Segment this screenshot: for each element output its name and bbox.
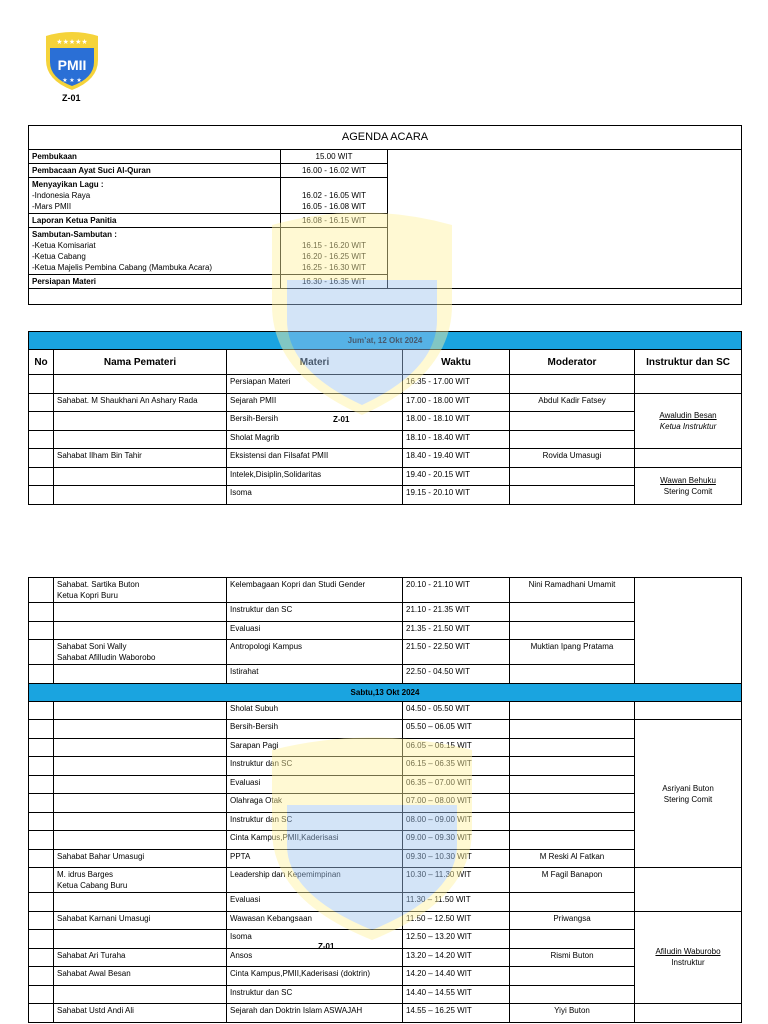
- row-no: [29, 794, 54, 813]
- row-moderator: Abdul Kadir Fatsey: [510, 393, 635, 412]
- agenda-time-value: 16.08 - 16.15 WIT: [301, 216, 367, 225]
- row-pemateri: [54, 738, 227, 757]
- instruktur-role: Ketua Instruktur: [659, 421, 717, 431]
- row-materi: Sholat Magrib: [227, 430, 403, 449]
- row-moderator: [510, 701, 635, 720]
- row-waktu: 19.15 - 20.10 WIT: [403, 486, 510, 505]
- row-no: [29, 948, 54, 967]
- pemateri-name: Sahabat Soni Wally: [57, 642, 127, 651]
- agenda-label: Pembukaan: [32, 152, 77, 161]
- row-materi: Isoma: [227, 930, 403, 949]
- row-materi: Sejarah PMII: [227, 393, 403, 412]
- day-band-2: Sabtu,13 Okt 2024: [29, 683, 742, 701]
- row-moderator: [510, 603, 635, 622]
- row-waktu: 05.50 – 06.05 WIT: [403, 720, 510, 739]
- logo-code: Z-01: [62, 93, 81, 103]
- instruktur-name: Wawan Behuku: [660, 475, 716, 485]
- row-no: [29, 467, 54, 486]
- row-no: [29, 449, 54, 468]
- agenda-label: Laporan Ketua Panitia: [32, 216, 117, 225]
- row-materi: Cinta Kampus,PMII,Kaderisasi (doktrin): [227, 967, 403, 986]
- row-materi: Eksistensi dan Filsafat PMII: [227, 449, 403, 468]
- row-pemateri: [54, 375, 227, 394]
- row-materi: Evaluasi: [227, 893, 403, 912]
- row-no: [29, 893, 54, 912]
- row-materi: Wawasan Kebangsaan: [227, 911, 403, 930]
- row-waktu: 09.30 – 10.30 WIT: [403, 849, 510, 868]
- row-waktu: 20.10 - 21.10 WIT: [403, 578, 510, 603]
- row-waktu: 07.00 – 08.00 WIT: [403, 794, 510, 813]
- agenda-subitem: -Mars PMII: [32, 202, 72, 211]
- row-moderator: [510, 967, 635, 986]
- row-pemateri: [54, 967, 227, 986]
- agenda-label: Pembacaan Ayat Suci Al-Quran: [32, 166, 151, 175]
- row-moderator: [510, 665, 635, 684]
- row-no: [29, 911, 54, 930]
- row-waktu: 21.50 - 22.50 WIT: [403, 640, 510, 665]
- agenda-item: [29, 228, 281, 275]
- agenda-item: [29, 275, 281, 289]
- row-no: [29, 430, 54, 449]
- agenda-spacer: [284, 229, 384, 240]
- row-no: [29, 849, 54, 868]
- row-waktu: 04.50 - 05.50 WIT: [403, 701, 510, 720]
- row-pemateri: [54, 831, 227, 850]
- col-instruktur: Instruktur dan SC: [635, 350, 742, 375]
- row-instruktur: [635, 393, 742, 449]
- row-moderator: [510, 831, 635, 850]
- row-materi: Evaluasi: [227, 775, 403, 794]
- row-no: [29, 775, 54, 794]
- row-materi: Intelek,Disiplin,Solidaritas: [227, 467, 403, 486]
- row-pemateri: [54, 467, 227, 486]
- row-no: [29, 720, 54, 739]
- row-no: [29, 868, 54, 893]
- row-pemateri: [54, 893, 227, 912]
- row-waktu: 21.10 - 21.35 WIT: [403, 603, 510, 622]
- pemateri-name-2: Ketua Cabang Buru: [57, 881, 128, 890]
- agenda-blank: [388, 150, 742, 289]
- pemateri-name: Sahabat Karnani Umasugi: [57, 913, 151, 923]
- instruktur-name: Afiludin Waburobo: [655, 947, 721, 957]
- row-no: [29, 1004, 54, 1023]
- schedule-row: [29, 701, 742, 720]
- pemateri-name: Sahabat. Sartika Buton: [57, 580, 140, 589]
- row-waktu: 14.40 – 14.55 WIT: [403, 985, 510, 1004]
- row-waktu: 18.40 - 19.40 WIT: [403, 449, 510, 468]
- row-no: [29, 967, 54, 986]
- col-pemateri: Nama Pemateri: [54, 350, 227, 375]
- agenda-label: Sambutan-Sambutan :: [32, 230, 117, 239]
- agenda-time-value: 16.00 - 16.02 WIT: [301, 166, 367, 175]
- svg-text:★★★★★: ★★★★★: [56, 39, 88, 46]
- agenda-time: [281, 178, 388, 214]
- row-no: [29, 603, 54, 622]
- col-no: No: [29, 350, 54, 375]
- stamp-code-1: Z-01: [333, 415, 350, 424]
- row-pemateri: [54, 430, 227, 449]
- agenda-time-value: 16.20 - 16.25 WIT: [301, 252, 367, 261]
- row-moderator: [510, 375, 635, 394]
- row-pemateri: [54, 868, 227, 893]
- row-moderator: [510, 794, 635, 813]
- row-no: [29, 393, 54, 412]
- row-waktu: 16.35 - 17.00 WIT: [403, 375, 510, 394]
- pemateri-name: Sahabat Bahar Umasugi: [57, 851, 145, 861]
- row-materi: PPTA: [227, 849, 403, 868]
- row-moderator: [510, 930, 635, 949]
- row-no: [29, 812, 54, 831]
- row-instruktur: [635, 1004, 742, 1023]
- row-no: [29, 640, 54, 665]
- row-moderator: [510, 720, 635, 739]
- row-pemateri: [54, 701, 227, 720]
- row-pemateri: [54, 757, 227, 776]
- row-moderator: Muktian Ipang Pratama: [510, 640, 635, 665]
- row-moderator: Rovida Umasugi: [510, 449, 635, 468]
- row-waktu: 09.00 – 09.30 WIT: [403, 831, 510, 850]
- row-instruktur: [635, 868, 742, 912]
- row-materi: Sejarah dan Doktrin Islam ASWAJAH: [227, 1004, 403, 1023]
- row-waktu: 06.35 – 07.00 WIT: [403, 775, 510, 794]
- instruktur-role: Stering Comit: [663, 486, 713, 496]
- row-moderator: [510, 486, 635, 505]
- schedule-row: [29, 1004, 742, 1023]
- pemateri-name-2: Ketua Kopri Buru: [57, 591, 118, 600]
- row-waktu: 14.55 – 16.25 WIT: [403, 1004, 510, 1023]
- row-waktu: 22.50 - 04.50 WIT: [403, 665, 510, 684]
- row-pemateri: [54, 720, 227, 739]
- row-materi: Instruktur dan SC: [227, 603, 403, 622]
- row-waktu: 13.20 – 14.20 WIT: [403, 948, 510, 967]
- row-materi: Cinta Kampus,PMII,Kaderisasi: [227, 831, 403, 850]
- row-no: [29, 738, 54, 757]
- agenda-time: [281, 164, 388, 178]
- row-waktu: 18.00 - 18.10 WIT: [403, 412, 510, 431]
- row-pemateri: [54, 775, 227, 794]
- row-waktu: 11.50 – 12.50 WIT: [403, 911, 510, 930]
- row-pemateri: [54, 449, 227, 468]
- row-moderator: [510, 757, 635, 776]
- agenda-time: [281, 150, 388, 164]
- agenda-spacer: [284, 179, 384, 190]
- row-waktu: 06.05 – 06.15 WIT: [403, 738, 510, 757]
- row-instruktur: [635, 449, 742, 468]
- row-materi: Antropologi Kampus: [227, 640, 403, 665]
- agenda-item: [29, 150, 281, 164]
- agenda-subitem: -Ketua Komisariat: [32, 241, 96, 250]
- row-materi: Ansos: [227, 948, 403, 967]
- row-pemateri: [54, 665, 227, 684]
- row-no: [29, 412, 54, 431]
- row-moderator: [510, 985, 635, 1004]
- row-no: [29, 701, 54, 720]
- row-pemateri: [54, 603, 227, 622]
- row-waktu: 12.50 – 13.20 WIT: [403, 930, 510, 949]
- agenda-row-empty: [29, 289, 742, 305]
- row-no: [29, 985, 54, 1004]
- row-instruktur: [635, 375, 742, 394]
- agenda-title: AGENDA ACARA: [29, 126, 742, 150]
- pemateri-name-2: Sahabat Afilludin Waborobo: [57, 653, 156, 662]
- row-moderator: [510, 893, 635, 912]
- row-no: [29, 486, 54, 505]
- row-materi: Olahraga Otak: [227, 794, 403, 813]
- agenda-subitem: -Indonesia Raya: [32, 191, 91, 200]
- pmii-logo: [42, 30, 102, 92]
- agenda-time: [281, 275, 388, 289]
- row-instruktur: [635, 911, 742, 1004]
- agenda-time-value: 16.15 - 16.20 WIT: [301, 241, 367, 250]
- row-waktu: 11.30 – 11.50 WIT: [403, 893, 510, 912]
- pemateri-name: M. idrus Barges: [57, 870, 114, 879]
- row-moderator: [510, 467, 635, 486]
- row-moderator: Yiyi Buton: [510, 1004, 635, 1023]
- row-no: [29, 375, 54, 394]
- agenda-time-value: 16.25 - 16.30 WIT: [301, 263, 367, 272]
- row-moderator: Priwangsa: [510, 911, 635, 930]
- row-pemateri: [54, 640, 227, 665]
- logo-text: PMII: [57, 57, 87, 73]
- agenda-time-value: 16.05 - 16.08 WIT: [301, 202, 367, 211]
- schedule-row: [29, 720, 742, 739]
- row-materi: Bersih-Bersih: [227, 412, 403, 431]
- agenda-time: [281, 228, 388, 275]
- row-moderator: [510, 812, 635, 831]
- row-no: [29, 665, 54, 684]
- day-band-1: Jum’at, 12 Okt 2024: [29, 332, 742, 350]
- row-pemateri: [54, 393, 227, 412]
- row-instruktur: [635, 701, 742, 720]
- schedule-row: [29, 467, 742, 486]
- row-waktu: 06.15 – 06.35 WIT: [403, 757, 510, 776]
- agenda-item: [29, 164, 281, 178]
- row-moderator: M Reski Al Fatkan: [510, 849, 635, 868]
- agenda-label: Menyayikan Lagu :: [32, 180, 104, 189]
- agenda-row: [29, 150, 742, 164]
- instruktur-name: Awaludin Besan: [659, 410, 717, 420]
- row-moderator: M Fagil Banapon: [510, 868, 635, 893]
- svg-text:★ ★ ★: ★ ★ ★: [62, 78, 82, 84]
- agenda-time-value: 16.30 - 16.35 WIT: [301, 277, 367, 286]
- row-pemateri: [54, 812, 227, 831]
- row-waktu: 14.20 – 14.40 WIT: [403, 967, 510, 986]
- row-waktu: 19.40 - 20.15 WIT: [403, 467, 510, 486]
- row-moderator: [510, 775, 635, 794]
- row-instruktur: [635, 720, 742, 868]
- row-pemateri: [54, 486, 227, 505]
- row-moderator: [510, 430, 635, 449]
- row-materi: Instruktur dan SC: [227, 812, 403, 831]
- instruktur-name: Asriyani Buton: [662, 783, 714, 793]
- schedule-row: [29, 449, 742, 468]
- row-moderator: [510, 738, 635, 757]
- agenda-label: Persiapan Materi: [32, 277, 97, 286]
- row-materi: Sholat Subuh: [227, 701, 403, 720]
- agenda-item: [29, 178, 281, 214]
- row-waktu: 21.35 - 21.50 WIT: [403, 621, 510, 640]
- row-materi: Isoma: [227, 486, 403, 505]
- row-pemateri: [54, 578, 227, 603]
- pemateri-name: Sahabat Ilham Bin Tahir: [57, 451, 142, 460]
- row-materi: Evaluasi: [227, 621, 403, 640]
- row-no: [29, 831, 54, 850]
- schedule-row: [29, 578, 742, 603]
- agenda-subitem: -Ketua Majelis Pembina Cabang (Mambuka Acara): [32, 263, 213, 272]
- col-waktu: Waktu: [403, 350, 510, 375]
- row-pemateri: [54, 621, 227, 640]
- agenda-time-value: 15.00 WIT: [315, 152, 353, 161]
- row-materi: Kelembagaan Kopri dan Studi Gender: [227, 578, 403, 603]
- row-materi: Leadership dan Kepemimpinan: [227, 868, 403, 893]
- row-waktu: 10.30 – 11.30 WIT: [403, 868, 510, 893]
- row-no: [29, 621, 54, 640]
- schedule-table-day1: [28, 331, 742, 505]
- agenda-item: [29, 214, 281, 228]
- row-no: [29, 930, 54, 949]
- row-waktu: 17.00 - 18.00 WIT: [403, 393, 510, 412]
- row-moderator: [510, 621, 635, 640]
- agenda-time-value: 16.02 - 16.05 WIT: [301, 191, 367, 200]
- row-materi: Instruktur dan SC: [227, 985, 403, 1004]
- row-pemateri: [54, 985, 227, 1004]
- stamp-code-2: Z-01: [318, 942, 335, 951]
- row-pemateri: [54, 1004, 227, 1023]
- schedule-row: [29, 868, 742, 893]
- agenda-empty-cell: [29, 289, 742, 305]
- row-no: [29, 757, 54, 776]
- row-pemateri: [54, 849, 227, 868]
- row-materi: Instruktur dan SC: [227, 757, 403, 776]
- row-waktu: 08.00 – 09.00 WIT: [403, 812, 510, 831]
- row-moderator: [510, 412, 635, 431]
- instruktur-role: Instruktur: [671, 958, 705, 968]
- row-no: [29, 578, 54, 603]
- col-materi: Materi: [227, 350, 403, 375]
- schedule-row: [29, 393, 742, 412]
- row-materi: Sarapan Pagi: [227, 738, 403, 757]
- row-pemateri: [54, 911, 227, 930]
- row-instruktur: [635, 467, 742, 504]
- row-waktu: 18.10 - 18.40 WIT: [403, 430, 510, 449]
- row-instruktur: [635, 578, 742, 684]
- row-moderator: Nini Ramadhani Umamit: [510, 578, 635, 603]
- schedule-row: [29, 911, 742, 930]
- agenda-time: [281, 214, 388, 228]
- schedule-row: [29, 375, 742, 394]
- agenda-table: [28, 125, 742, 305]
- row-pemateri: [54, 412, 227, 431]
- row-materi: Istirahat: [227, 665, 403, 684]
- pemateri-name: Sahabat. M Shaukhani An Ashary Rada: [57, 395, 198, 405]
- pemateri-name: Sahabat Ustd Andi Ali: [57, 1006, 134, 1015]
- col-moderator: Moderator: [510, 350, 635, 375]
- pemateri-name: Sahabat Ari Turaha: [57, 950, 126, 960]
- row-pemateri: [54, 794, 227, 813]
- row-materi: Persiapan Materi: [227, 375, 403, 394]
- row-materi: Bersih-Bersih: [227, 720, 403, 739]
- agenda-subitem: -Ketua Cabang: [32, 252, 86, 261]
- schedule-table-day1-cont-day2: [28, 577, 742, 1023]
- row-pemateri: [54, 930, 227, 949]
- pemateri-name: Sahabat Awal Besan: [57, 969, 131, 978]
- instruktur-role: Stering Comit: [663, 794, 713, 804]
- row-moderator: Rismi Buton: [510, 948, 635, 967]
- row-pemateri: [54, 948, 227, 967]
